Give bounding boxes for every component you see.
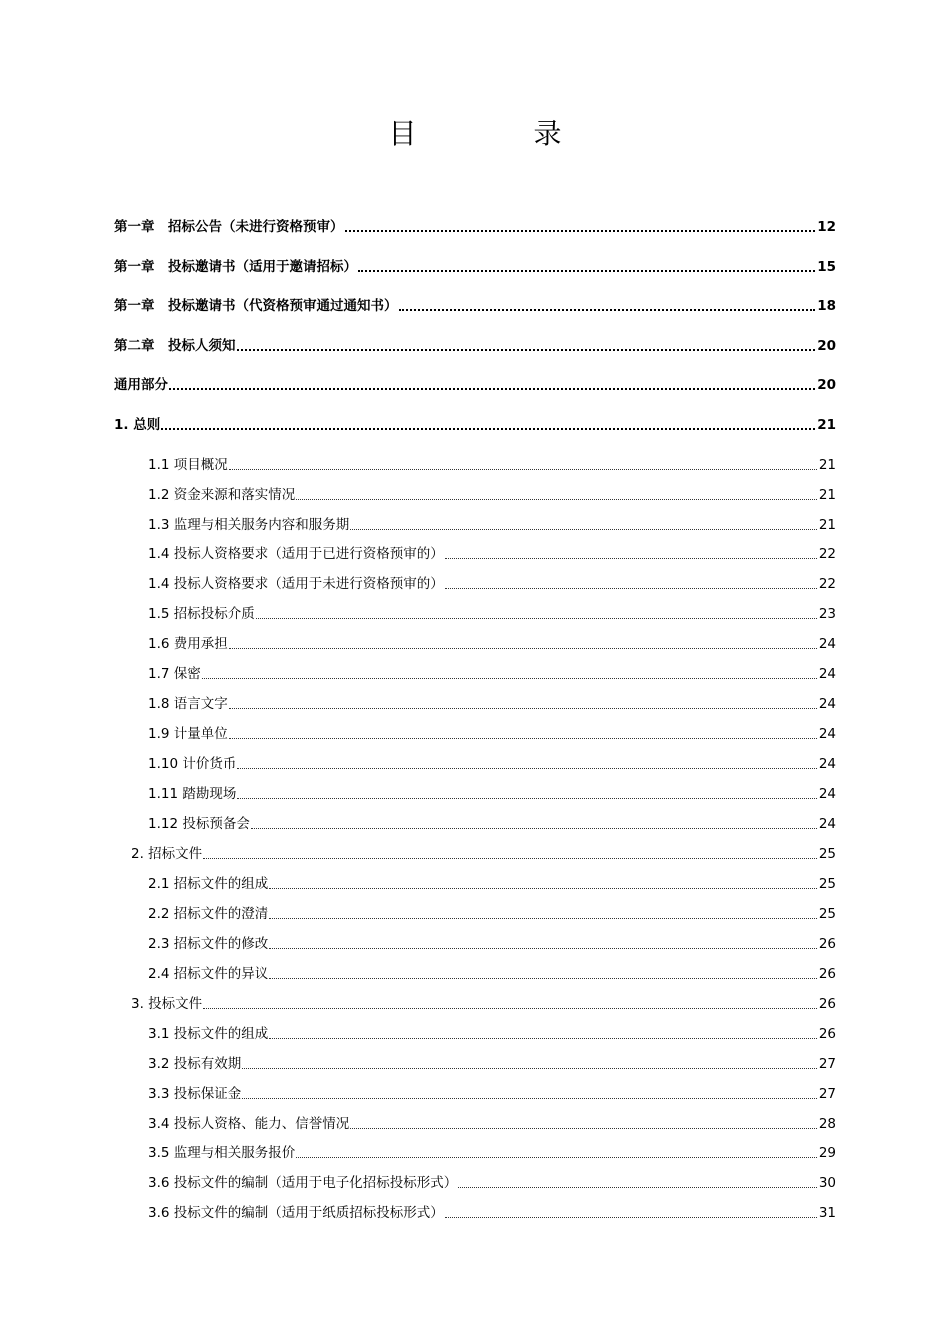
dot-leader — [229, 708, 817, 709]
dot-leader — [242, 1098, 817, 1099]
toc-entry-page-number: 24 — [818, 786, 836, 803]
dot-leader — [169, 388, 815, 390]
toc-entry-page-number: 26 — [818, 965, 836, 982]
dot-leader — [256, 618, 817, 619]
dot-leader — [202, 678, 817, 679]
toc-entry-page-number: 21 — [817, 417, 836, 433]
toc-entry[interactable] — [114, 217, 836, 237]
toc-entry-page-number: 26 — [818, 935, 836, 952]
toc-entry-page-number: 26 — [818, 995, 836, 1012]
dot-leader — [458, 1187, 817, 1188]
toc-entry[interactable] — [148, 574, 836, 594]
toc-entry-label: 第一章 投标邀请书（适用于邀请招标） — [114, 258, 357, 275]
dot-leader — [350, 1128, 817, 1129]
dot-leader — [229, 648, 817, 649]
toc-entry-label: 1.7 保密 — [148, 666, 201, 683]
toc-entry[interactable] — [148, 724, 836, 744]
toc-entry-page-number: 27 — [818, 1055, 836, 1072]
toc-entry-page-number: 27 — [818, 1085, 836, 1102]
toc-entry-page-number: 30 — [818, 1175, 836, 1192]
toc-entry[interactable] — [148, 455, 836, 475]
toc-entry-page-number: 24 — [818, 756, 836, 773]
dot-leader — [269, 948, 817, 949]
toc-entry-label: 第二章 投标人须知 — [114, 337, 236, 354]
toc-entry-label: 2.1 招标文件的组成 — [148, 875, 269, 892]
toc-entry-page-number: 15 — [817, 258, 836, 275]
toc-entry-page-number: 22 — [818, 576, 836, 593]
dot-leader — [237, 798, 816, 799]
toc-entry[interactable] — [148, 784, 836, 804]
dot-leader — [269, 978, 817, 979]
toc-entry-label: 1.3 监理与相关服务内容和服务期 — [148, 516, 350, 533]
toc-entry-page-number: 28 — [818, 1115, 836, 1132]
toc-entry-page-number: 24 — [818, 666, 836, 683]
dot-leader — [350, 529, 817, 530]
toc-entry-page-number: 31 — [818, 1205, 836, 1222]
toc-entry-page-number: 24 — [818, 816, 836, 832]
toc-entry-page-number: 25 — [818, 905, 836, 922]
toc-entry-label: 1.8 语言文字 — [148, 696, 228, 713]
toc-entry[interactable] — [148, 1203, 836, 1223]
toc-entry[interactable] — [148, 1173, 836, 1193]
toc-entry-label: 3.6 投标文件的编制（适用于纸质招标投标形式） — [148, 1205, 444, 1222]
toc-entry[interactable] — [148, 904, 836, 924]
toc-entry-page-number: 22 — [818, 546, 836, 563]
toc-entry-page-number: 23 — [818, 606, 836, 623]
toc-entry-label: 3.2 投标有效期 — [148, 1055, 242, 1072]
toc-entry-page-number: 21 — [818, 486, 836, 503]
dot-leader — [203, 858, 817, 859]
dot-leader — [296, 499, 817, 500]
dot-leader — [269, 888, 817, 889]
toc-entry[interactable] — [148, 934, 836, 954]
toc-entry-label: 第一章 招标公告（未进行资格预审） — [114, 219, 344, 235]
toc-entry-page-number: 20 — [817, 377, 836, 394]
toc-entry-label: 1.11 踏勘现场 — [148, 786, 237, 803]
toc-entry-label: 1.9 计量单位 — [148, 726, 228, 743]
toc-entry-label: 1.4 投标人资格要求（适用于未进行资格预审的） — [148, 576, 444, 593]
toc-entry-page-number: 25 — [818, 875, 836, 892]
dot-leader — [445, 588, 817, 589]
dot-leader — [445, 558, 817, 559]
toc-entry-page-number: 21 — [818, 456, 836, 473]
toc-entry-label: 3.3 投标保证金 — [148, 1085, 242, 1102]
toc-entry[interactable] — [148, 694, 836, 714]
toc-entry-page-number: 24 — [818, 696, 836, 713]
dot-leader — [161, 428, 815, 430]
toc-entry[interactable] — [114, 415, 836, 435]
dot-leader — [345, 230, 816, 232]
toc-entry-label: 2.2 招标文件的澄清 — [148, 905, 269, 922]
dot-leader — [237, 768, 816, 769]
toc-entry[interactable] — [131, 994, 836, 1014]
toc-entry-label: 2. 招标文件 — [131, 845, 203, 862]
dot-leader — [251, 828, 817, 829]
toc-entry-page-number: 18 — [817, 298, 836, 315]
toc-entry[interactable] — [114, 375, 836, 395]
toc-entry-label: 第一章 投标邀请书（代资格预审通过通知书） — [114, 298, 398, 315]
toc-entry[interactable] — [148, 754, 836, 774]
toc-entry[interactable] — [148, 814, 836, 834]
toc-entry[interactable] — [148, 874, 836, 894]
dot-leader — [399, 309, 816, 311]
toc-entry-label: 2.4 招标文件的异议 — [148, 965, 269, 982]
toc-entry[interactable] — [148, 604, 836, 624]
toc-entry-label: 2.3 招标文件的修改 — [148, 935, 269, 952]
toc-entry-page-number: 21 — [818, 516, 836, 533]
dot-leader — [203, 1008, 817, 1009]
toc-entry[interactable] — [148, 485, 836, 505]
toc-entry-page-number: 24 — [818, 726, 836, 743]
toc-entry-label: 3.6 投标文件的编制（适用于电子化招标投标形式） — [148, 1175, 458, 1192]
toc-entry[interactable] — [148, 1084, 836, 1104]
dot-leader — [237, 349, 816, 351]
toc-entry-page-number: 24 — [818, 636, 836, 653]
toc-entry[interactable] — [148, 664, 836, 684]
toc-entry-page-number: 26 — [818, 1025, 836, 1042]
toc-entry-label: 1.5 招标投标介质 — [148, 606, 255, 623]
toc-entry-label: 通用部分 — [114, 377, 168, 394]
toc-entry[interactable] — [114, 296, 836, 316]
toc-entry[interactable] — [148, 634, 836, 654]
dot-leader — [269, 1038, 817, 1039]
dot-leader — [269, 918, 817, 919]
toc-entry[interactable] — [114, 336, 836, 356]
toc-entry[interactable] — [148, 1054, 836, 1074]
toc-entry[interactable] — [148, 1143, 836, 1163]
toc-entry-label: 3.4 投标人资格、能力、信誉情况 — [148, 1115, 350, 1132]
toc-entry[interactable] — [148, 964, 836, 984]
dot-leader — [358, 270, 815, 272]
dot-leader — [242, 1068, 817, 1069]
toc-entry[interactable] — [131, 844, 836, 864]
dot-leader — [296, 1157, 817, 1158]
toc-entry-label: 1. 总则 — [114, 417, 161, 433]
dot-leader — [229, 469, 817, 470]
toc-entry-label: 1.10 计价货币 — [148, 756, 237, 773]
dot-leader — [445, 1217, 817, 1218]
toc-entry-label: 1.1 项目概况 — [148, 456, 228, 473]
toc-entry[interactable] — [148, 544, 836, 564]
toc-entry-label: 1.6 费用承担 — [148, 636, 228, 653]
toc-entry-page-number: 25 — [818, 845, 836, 862]
toc-entry[interactable] — [148, 1114, 836, 1134]
toc-entry-page-number: 20 — [817, 337, 836, 354]
toc-entry-label: 1.12 投标预备会 — [148, 816, 250, 832]
toc-entry[interactable] — [114, 257, 836, 277]
toc-entry[interactable] — [148, 515, 836, 535]
toc-entry-page-number: 12 — [817, 219, 836, 235]
toc-entry[interactable] — [148, 1024, 836, 1044]
toc-title: 目 录 — [388, 117, 616, 150]
dot-leader — [229, 738, 817, 739]
toc-entry-label: 3.5 监理与相关服务报价 — [148, 1145, 296, 1162]
toc-entry-page-number: 29 — [818, 1145, 836, 1162]
toc-entry-label: 3. 投标文件 — [131, 995, 203, 1012]
toc-entry-label: 1.2 资金来源和落实情况 — [148, 486, 296, 503]
toc-entry-label: 3.1 投标文件的组成 — [148, 1025, 269, 1042]
toc-entry-label: 1.4 投标人资格要求（适用于已进行资格预审的） — [148, 546, 444, 563]
